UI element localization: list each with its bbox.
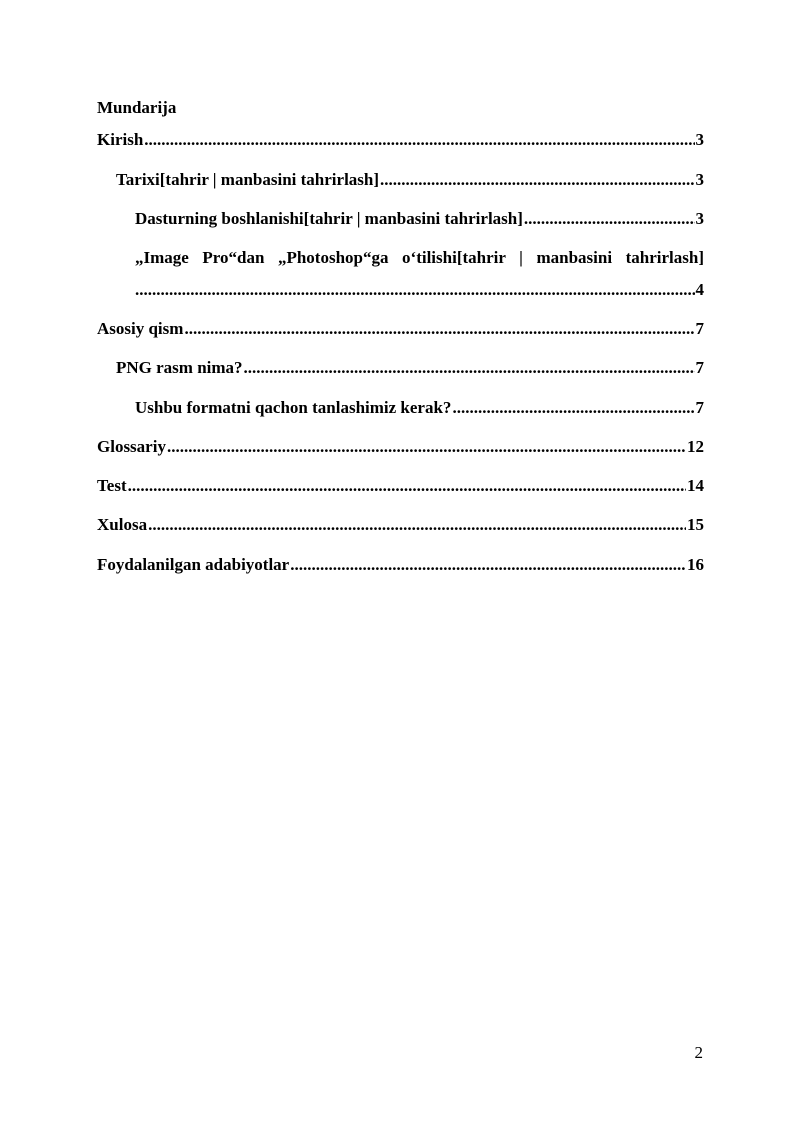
toc-entry-label: Ushbu formatni qachon tanlashimiz kerak?: [135, 398, 452, 417]
page-number: 2: [694, 1043, 703, 1062]
toc-entry-page: 7: [695, 398, 704, 417]
toc-dot-leader: [167, 436, 686, 458]
toc-entry-page: 12: [687, 437, 704, 456]
toc-dot-leader: [524, 208, 695, 230]
toc-entry-page: 14: [687, 476, 704, 495]
toc-dot-leader: [184, 318, 694, 340]
toc-entry-kirish[interactable]: [97, 129, 704, 151]
toc-dot-leader: [290, 554, 686, 576]
toc-entry-ushbu-formatni[interactable]: [135, 397, 704, 419]
toc-entry-label: Xulosa: [97, 515, 148, 534]
toc-entry-page: 15: [687, 515, 704, 534]
toc-entry-label: „Image Pro“dan „Photoshop“ga o‘tilishi[tahrir | manbasini tahrirlash]: [135, 248, 704, 267]
toc-dot-leader: [128, 475, 686, 497]
toc-entry-label: Asosiy qism: [97, 319, 184, 338]
toc-dot-leader: [244, 357, 695, 379]
toc-dot-leader: [380, 169, 694, 191]
toc-entry-xulosa[interactable]: [97, 514, 704, 536]
toc-entry-label: Tarixi[tahrir | manbasini tahrirlash]: [116, 170, 380, 189]
toc-entry-label: Foydalanilgan adabiyotlar: [97, 555, 290, 574]
toc-entry-label: Test: [97, 476, 127, 495]
toc-entry-page: 3: [695, 130, 704, 149]
toc-entry-dasturning-boshlanishi[interactable]: [135, 208, 704, 230]
toc-entry-label: Glossariy: [97, 437, 166, 456]
toc-entry-page: 7: [695, 319, 704, 338]
toc-entry-label: Kirish: [97, 130, 144, 149]
toc-entry-test[interactable]: [97, 475, 704, 497]
toc-entry-page: 7: [695, 358, 704, 377]
toc-dot-leader: [135, 279, 695, 301]
toc-entry-label: PNG rasm nima?: [116, 358, 243, 377]
toc-entry-asosiy-qism[interactable]: [97, 318, 704, 340]
toc-entry-glossariy[interactable]: [97, 436, 704, 458]
toc-entry-image-pro[interactable]: [135, 247, 704, 309]
toc-dot-leader: [144, 129, 694, 151]
toc-heading: Mundarija: [97, 98, 177, 117]
toc-entry-tarixi[interactable]: [116, 169, 704, 191]
toc-entry-continuation: [135, 279, 704, 301]
toc-entry-page: 3: [695, 170, 704, 189]
toc-entry-foydalanilgan-adabiyotlar[interactable]: [97, 554, 704, 576]
toc-dot-leader: [148, 514, 686, 536]
toc-entry-page: 3: [695, 209, 704, 228]
toc-dot-leader: [452, 397, 694, 419]
toc-entry-label: Dasturning boshlanishi[tahrir | manbasini tahrirlash]: [135, 209, 523, 228]
toc-entry-page: 16: [687, 555, 704, 574]
toc-entry-page: 4: [695, 280, 704, 299]
toc-entry-png-rasm-nima[interactable]: [116, 357, 704, 379]
